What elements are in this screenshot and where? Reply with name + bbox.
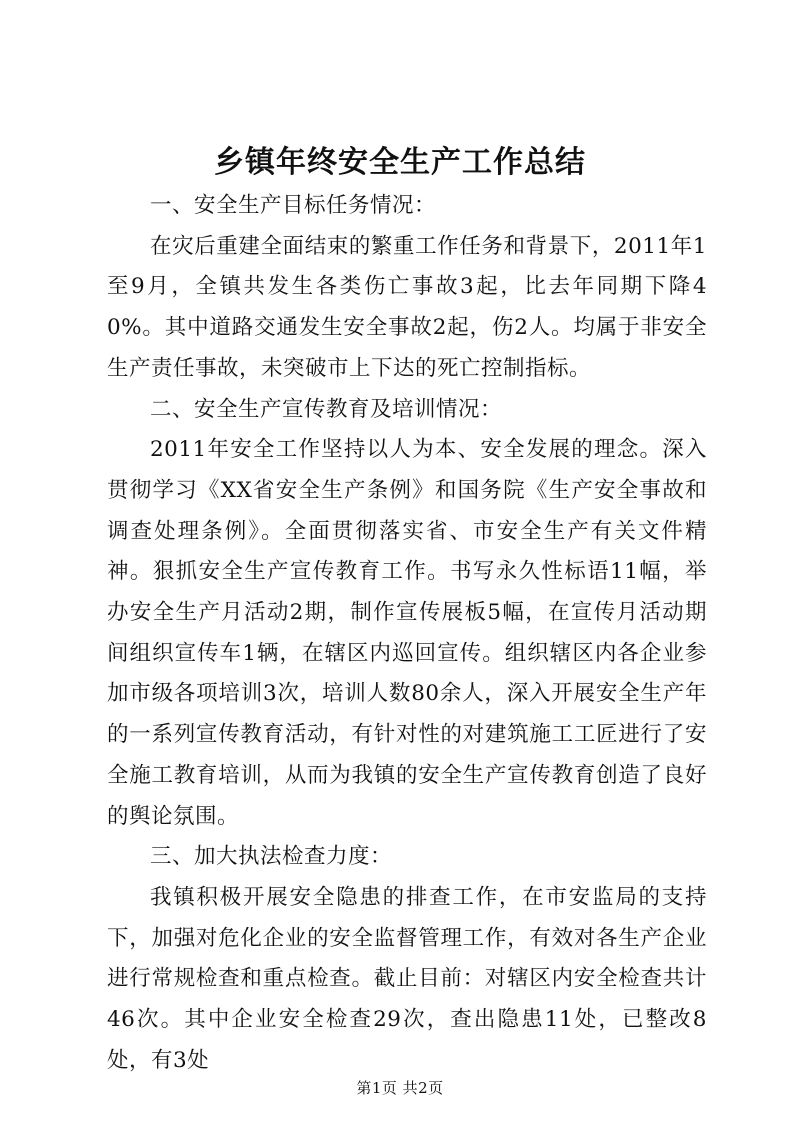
document-title: 乡镇年终安全生产工作总结	[214, 145, 586, 180]
paragraph-2: 2011年安全工作坚持以人为本、安全发展的理念。深入贯彻学习《XX省安全生产条例》和国务院《生产安全事故和调查处理条例》。全面贯彻落实省、市安全生产有关文件精神。狠抓安全生产宣传教育工作。书写永久性标语11幅，举办安全生产月活动2期，制作宣传展板5幅，在宣传月活动期间组织宣传车1辆，在辖区内巡回宣传。组织辖区内各企业参加市级各项培训3次，培训人数80余人，深入开展安全生产年的一系列宣传教育活动，有针对性的对建筑施工工匠进行了安全施工教育培训，从而为我镇的安全生产宣传教育创造了良好的舆论氛围。	[107, 437, 707, 829]
paragraph-3: 我镇积极开展安全隐患的排查工作，在市安监局的支持下，加强对危化企业的安全监督管理工作，有效对各生产企业进行常规检查和重点检查。截止目前：对辖区内安全检查共计46次。其中企业安全检查29次，查出隐患11处，已整改8处，有3处	[107, 884, 707, 1073]
document-body	[107, 186, 707, 1081]
paragraph-1: 在灾后重建全面结束的繁重工作任务和背景下，2011年1至9月，全镇共发生各类伤亡事故3起，比去年同期下降40%。其中道路交通发生安全事故2起，伤2人。均属于非安全生产责任事故，未突破市上下达的死亡控制指标。	[107, 233, 707, 381]
page-footer: 第1页 共2页	[356, 1079, 444, 1097]
section-heading-2: 二、安全生产宣传教育及培训情况：	[150, 396, 503, 422]
section-heading-1: 一、安全生产目标任务情况：	[150, 193, 437, 218]
section-heading-3: 三、加大执法检查力度：	[150, 844, 393, 870]
